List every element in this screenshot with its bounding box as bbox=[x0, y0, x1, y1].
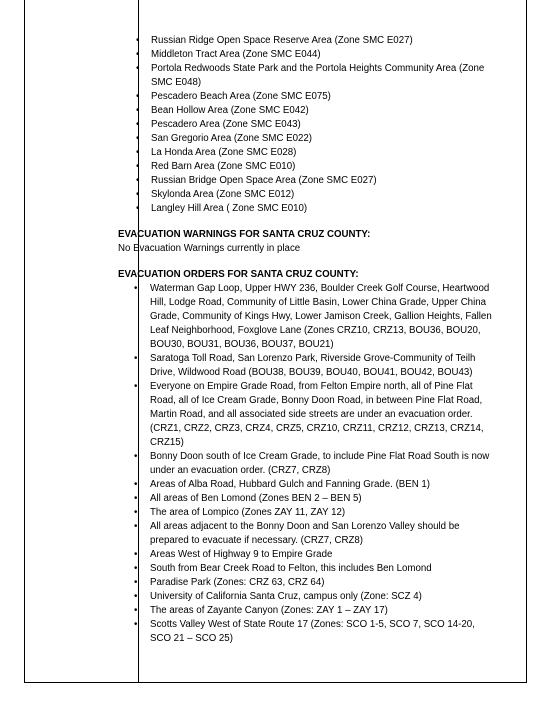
list-item: • Paradise Park (Zones: CRZ 63, CRZ 64) bbox=[118, 576, 496, 590]
list-item: • Everyone on Empire Grade Road, from Felton Empire north, all of Pine Flat Road, all of Ice Cream Grade, Bonny Doon Road, in between Pine Flat Road, Martin Road, and all associated side streets are under an evacuation order. (CRZ1, CRZ2, CRZ3, CRZ4, CRZ5, CRZ10, CRZ11, CRZ12, CRZ13, CRZ14, CRZ15) bbox=[118, 380, 496, 450]
list-item: • Bonny Doon south of Ice Cream Grade, to include Pine Flat Road South is now under an evacuation order. (CRZ7, CRZ8) bbox=[118, 450, 496, 478]
list-item: • The areas of Zayante Canyon (Zones: ZAY 1 – ZAY 17) bbox=[118, 604, 496, 618]
list-item: • Red Barn Area (Zone SMC E010) bbox=[118, 160, 496, 174]
list-item: • Middleton Tract Area (Zone SMC E044) bbox=[118, 48, 496, 62]
orders-list bbox=[118, 282, 496, 646]
list-item: • San Gregorio Area (Zone SMC E022) bbox=[118, 132, 496, 146]
list-item: • The area of Lompico (Zones ZAY 11, ZAY 12) bbox=[118, 506, 496, 520]
list-item: • Skylonda Area (Zone SMC E012) bbox=[118, 188, 496, 202]
zones-list bbox=[118, 0, 496, 216]
warnings-text: No Evacuation Warnings currently in place bbox=[118, 243, 301, 254]
list-item: • Bean Hollow Area (Zone SMC E042) bbox=[118, 104, 496, 118]
list-item: • Russian Ridge Open Space Reserve Area (Zone SMC E027) bbox=[118, 34, 496, 48]
list-item: • South from Bear Creek Road to Felton, this includes Ben Lomond bbox=[118, 562, 496, 576]
list-item: • Russian Bridge Open Space Area (Zone SMC E027) bbox=[118, 174, 496, 188]
list-item: • Pescadero Area (Zone SMC E043) bbox=[118, 118, 496, 132]
content-cell bbox=[118, 0, 496, 646]
list-item: • All areas adjacent to the Bonny Doon and San Lorenzo Valley should be prepared to evacuate if necessary. (CRZ7, CRZ8) bbox=[118, 520, 496, 548]
list-item: • Scotts Valley West of State Route 17 (Zones: SCO 1-5, SCO 7, SCO 14-20, SCO 21 – SCO 25) bbox=[118, 618, 496, 646]
list-item: • Waterman Gap Loop, Upper HWY 236, Boulder Creek Golf Course, Heartwood Hill, Lodge Road, Community of Little Basin, Lower China Grade, Upper China Grade, Community of Kings Hwy, Lower Jamison Creek, Gallion Heights, Fallen Leaf Neighborhood, Foxglove Lane (Zones CRZ10, CRZ13, BOU36, BOU20, BOU30, BOU31, BOU36, BOU37, BOU21) bbox=[118, 282, 496, 352]
list-item: • Portola Redwoods State Park and the Portola Heights Community Area (Zone SMC E048) bbox=[118, 62, 496, 90]
list-item: • Areas West of Highway 9 to Empire Grade bbox=[118, 548, 496, 562]
orders-heading: EVACUATION ORDERS FOR SANTA CRUZ COUNTY: bbox=[118, 269, 359, 280]
warnings-heading: EVACUATION WARNINGS FOR SANTA CRUZ COUNTY: bbox=[118, 229, 371, 240]
list-item: • Saratoga Toll Road, San Lorenzo Park, Riverside Grove-Community of Teilh Drive, Wildwood Road (BOU38, BOU39, BOU40, BOU41, BOU42, BOU43) bbox=[118, 352, 496, 380]
list-item: • Pescadero Beach Area (Zone SMC E075) bbox=[118, 90, 496, 104]
list-item: • University of California Santa Cruz, campus only (Zone: SCZ 4) bbox=[118, 590, 496, 604]
list-item: • Areas of Alba Road, Hubbard Gulch and Fanning Grade. (BEN 1) bbox=[118, 478, 496, 492]
list-item: • Langley Hill Area ( Zone SMC E010) bbox=[118, 202, 496, 216]
list-item: • All areas of Ben Lomond (Zones BEN 2 – BEN 5) bbox=[118, 492, 496, 506]
list-item: • La Honda Area (Zone SMC E028) bbox=[118, 146, 496, 160]
